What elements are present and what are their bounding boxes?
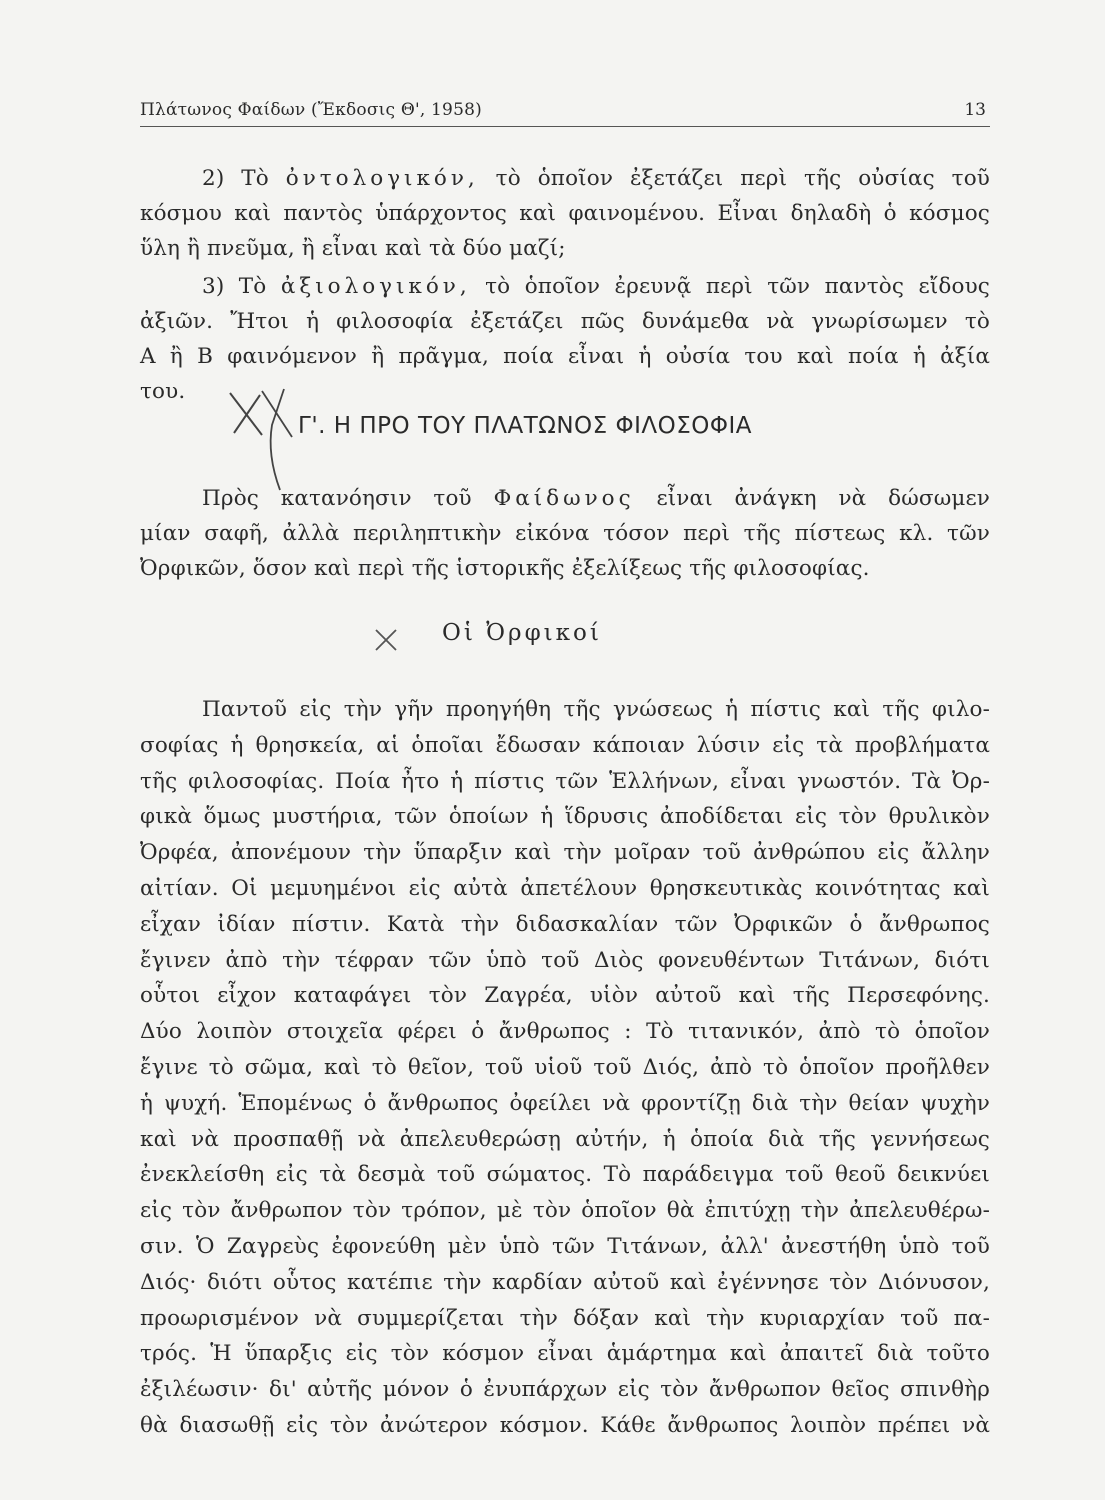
page-number: 13 xyxy=(964,100,986,120)
section-heading: Γ'. Η ΠΡΟ ΤΟΥ ΠΛΑΤΩΝΟΣ ΦΙΛΟΣΟΦΙΑ xyxy=(298,413,752,439)
text-line: τρός. Ἡ ὕπαρξις εἰς τὸν κόσμον εἶναι ἁμάρτημα καὶ ἀπαιτεῖ διὰ τοῦτο xyxy=(140,1341,990,1367)
text-line: ἐξιλέωσιν· δι' αὐτῆς μόνον ὁ ἐνυπάρχων εἰς τὸν ἄνθρωπον θεῖος σπινθὴρ xyxy=(140,1377,990,1403)
handwritten-x-mark-icon xyxy=(372,626,400,654)
page-header xyxy=(140,96,990,127)
handwritten-x-mark-icon xyxy=(222,385,302,495)
text-line: σοφίας ἡ θρησκεία, αἱ ὁποῖαι ἔδωσαν κάποιαν λύσιν εἰς τὰ προβλήματα xyxy=(140,732,990,758)
emphasized-title: Φαίδωνος xyxy=(493,486,635,511)
subsection-heading: Οἱ Ὀρφικοί xyxy=(442,620,602,646)
text-line: ἡ ψυχή. Ἑπομένως ὁ ἄνθρωπος ὀφείλει νὰ φροντίζῃ διὰ τὴν θείαν ψυχὴν xyxy=(140,1090,990,1116)
text-line: ὕλη ἢ πνεῦμα, ἢ εἶναι καὶ τὰ δύο μαζί; xyxy=(140,236,566,261)
text-line: Ὀρφέα, ἀπονέμουν τὴν ὕπαρξιν καὶ τὴν μοῖραν τοῦ ἀνθρώπου εἰς ἄλλην xyxy=(140,840,990,866)
text-line: οὗτοι εἶχον καταφάγει τὸν Ζαγρέα, υἱὸν αὐτοῦ καὶ τῆς Περσεφόνης. xyxy=(140,983,990,1009)
text-line: εἰς τὸν ἄνθρωπον τὸν τρόπον, μὲ τὸν ὁποῖον θὰ ἐπιτύχῃ τὴν ἀπελευθέρω- xyxy=(140,1198,990,1224)
text-line: Δύο λοιπὸν στοιχεῖα φέρει ὁ ἄνθρωπος : Τὸ τιτανικόν, ἀπὸ τὸ ὁποῖον xyxy=(140,1019,990,1045)
text-line: Παντοῦ εἰς τὴν γῆν προηγήθη τῆς γνώσεως ἡ πίστις καὶ τῆς φιλο- xyxy=(202,697,990,722)
text-line: τῆς φιλοσοφίας. Ποία ἦτο ἡ πίστις τῶν Ἑλλήνων, εἶναι γνωστόν. Τὰ Ὀρ- xyxy=(140,768,990,794)
emphasized-term: ὀντολογικόν, xyxy=(285,166,479,191)
text-line: Α ἢ Β φαινόμενον ἢ πρᾶγμα, ποία εἶναι ἡ οὐσία του καὶ ποία ἡ ἀξία xyxy=(140,344,990,369)
running-title: Πλάτωνος Φαίδων (Ἔκδοσις Θ', 1958) xyxy=(140,100,482,120)
text-line: φικὰ ὅμως μυστήρια, τῶν ὁποίων ἡ ἵδρυσις ἀποδίδεται εἰς τὸν θρυλικὸν xyxy=(140,804,990,830)
text-line: ἐνεκλείσθη εἰς τὰ δεσμὰ τοῦ σώματος. Τὸ παράδειγμα τοῦ θεοῦ δεικνύει xyxy=(140,1162,990,1188)
text-line: Διός· διότι οὗτος κατέπιε τὴν καρδίαν αὐτοῦ καὶ ἐγέννησε τὸν Διόνυσον, xyxy=(140,1269,990,1295)
text-line: θὰ διασωθῇ εἰς τὸν ἀνώτερον κόσμον. Κάθε ἄνθρωπος λοιπὸν πρέπει νὰ xyxy=(140,1413,990,1438)
text-line: μίαν σαφῆ, ἀλλὰ περιληπτικὴν εἰκόνα τόσον περὶ τῆς πίστεως κλ. τῶν xyxy=(140,521,990,546)
text-line: κόσμου καὶ παντὸς ὑπάρχοντος καὶ φαινομένου. Εἶναι δηλαδὴ ὁ κόσμος xyxy=(140,201,990,226)
text-line: προωρισμένον νὰ συμμερίζεται τὴν δόξαν καὶ τὴν κυριαρχίαν τοῦ πα- xyxy=(140,1305,990,1331)
text-line: αἰτίαν. Οἱ μεμυημένοι εἰς αὐτὰ ἀπετέλουν θρησκευτικὰς κοινότητας καὶ xyxy=(140,876,990,901)
text-line: 3) Τὸ ἀξιολογικόν, τὸ ὁποῖον ἐρευνᾷ περὶ τῶν παντὸς εἴδους xyxy=(202,274,990,299)
text-line: Ὀρφικῶν, ὅσον καὶ περὶ τῆς ἱστορικῆς ἐξελίξεως τῆς φιλοσοφίας. xyxy=(140,556,870,581)
text-line: 2) Τὸ ὀντολογικόν, τὸ ὁποῖον ἐξετάζει περὶ τῆς οὐσίας τοῦ xyxy=(202,166,991,191)
text-line: του. xyxy=(140,379,186,404)
text-line: καὶ νὰ προσπαθῇ νὰ ἀπελευθερώσῃ αὐτήν, ἡ ὁποία διὰ τῆς γεννήσεως xyxy=(140,1126,990,1152)
text-line: ἔγινε τὸ σῶμα, καὶ τὸ θεῖον, τοῦ υἱοῦ τοῦ Διός, ἀπὸ τὸ ὁποῖον προῆλθεν xyxy=(140,1055,990,1080)
text-line: εἶχαν ἰδίαν πίστιν. Κατὰ τὴν διδασκαλίαν τῶν Ὀρφικῶν ὁ ἄνθρωπος xyxy=(140,911,990,937)
text-line: ἀξιῶν. Ἤτοι ἡ φιλοσοφία ἐξετάζει πῶς δυνάμεθα νὰ γνωρίσωμεν τὸ xyxy=(140,309,990,334)
text-line: ἔγινεν ἀπὸ τὴν τέφραν τῶν ὑπὸ τοῦ Διὸς φονευθέντων Τιτάνων, διότι xyxy=(140,947,990,973)
emphasized-term: ἀξιολογικόν, xyxy=(280,274,471,299)
text-line: Πρὸς κατανόησιν τοῦ Φαίδωνος εἶναι ἀνάγκη νὰ δώσωμεν xyxy=(202,486,991,511)
text-line: σιν. Ὁ Ζαγρεὺς ἐφονεύθη μὲν ὑπὸ τῶν Τιτάνων, ἀλλ' ἀνεστήθη ὑπὸ τοῦ xyxy=(140,1234,990,1259)
